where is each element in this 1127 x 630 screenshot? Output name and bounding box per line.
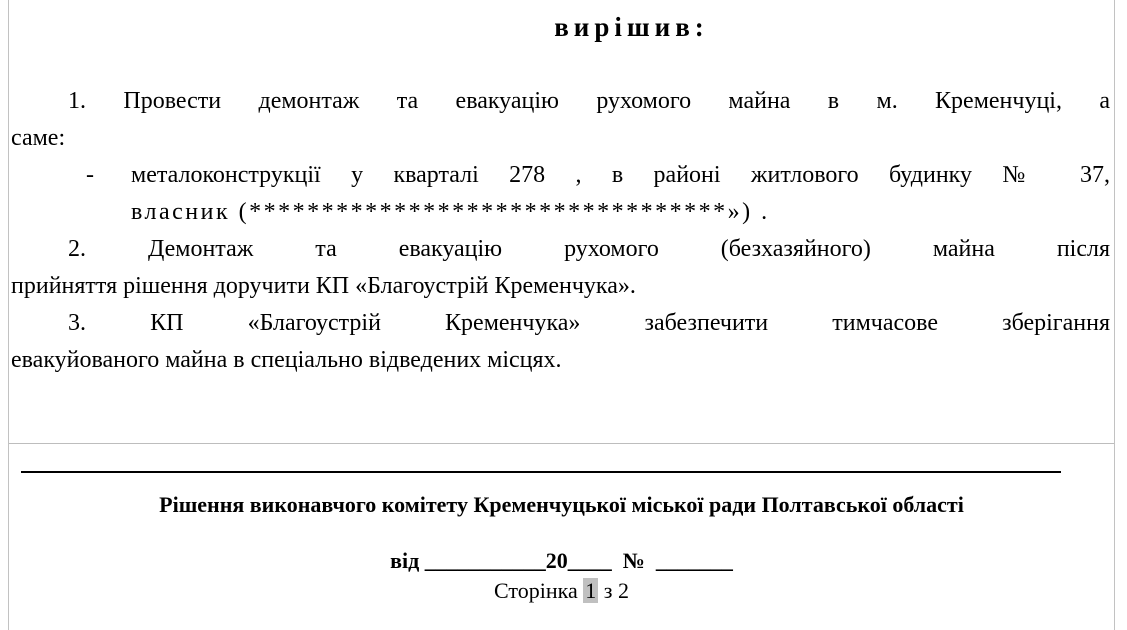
paragraph-1-line-2: саме: — [11, 125, 66, 151]
footer-date-number-blanks: від ___________20____ № _______ — [390, 548, 733, 573]
paragraph-3-line-2: евакуйованого майна в спеціально відведених місцях. — [11, 347, 562, 373]
footer-caption: Рішення виконавчого комітету Кременчуцької міської ради Полтавської області — [159, 492, 964, 517]
list-item-line-1 — [11, 157, 1110, 194]
paragraph-1-line-1: 1. Провести демонтаж та евакуацію рухомого майна в м. Кременчуці, а — [68, 88, 1110, 114]
footer-rule-line — [21, 471, 1061, 473]
page-label: Сторінка — [494, 578, 584, 603]
current-page-number-field: 1 — [585, 578, 597, 603]
section-divider-line — [9, 443, 1114, 444]
list-item-line-2-redacted-owner: власник (*********************************») . — [131, 199, 770, 225]
document-body — [11, 83, 1110, 379]
list-item-text: металоконструкції у кварталі 278 , в районі житлового будинку № 37, — [131, 162, 1110, 188]
page-total-label: з 2 — [598, 578, 629, 603]
document-page — [8, 0, 1115, 630]
paragraph-2-line-1: 2. Демонтаж та евакуацію рухомого (безхазяйного) майна після — [68, 236, 1110, 262]
paragraph-2-line-2: прийняття рішення доручити КП «Благоустрій Кременчука». — [11, 273, 636, 299]
paragraph-3-line-1: 3. КП «Благоустрій Кременчука» забезпечити тимчасове зберігання — [68, 310, 1110, 336]
footer-page-indicator — [9, 578, 1114, 604]
list-dash-marker: - — [86, 162, 94, 188]
document-title: вирішив: — [554, 12, 709, 42]
